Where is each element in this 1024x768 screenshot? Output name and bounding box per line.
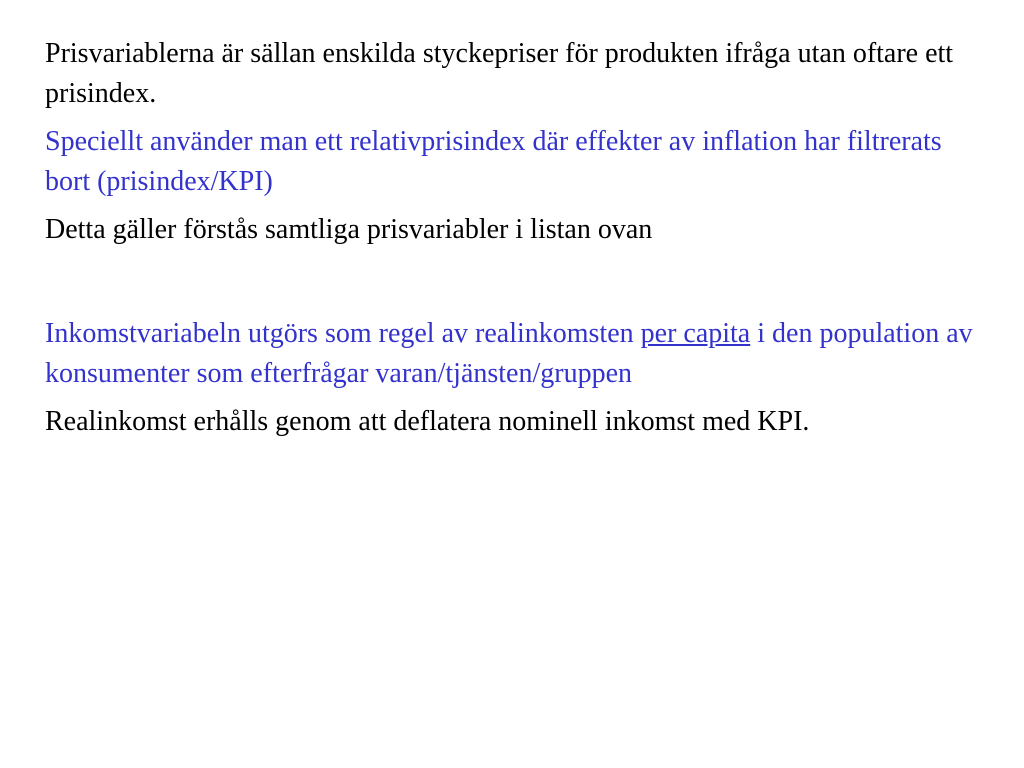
paragraph-income-variable: [45, 314, 984, 394]
per-capita-underlined: per capita: [640, 318, 751, 349]
spacer: [45, 258, 984, 314]
income-text-after: i den population av konsumenter som efterfrågar varan/tjänsten/gruppen: [45, 318, 973, 389]
paragraph-relative-price-index: Speciellt använder man ett relativprisindex där effekter av inflation har filtrerats bort (prisindex/KPI): [45, 126, 942, 197]
paragraph-real-income: Realinkomst erhålls genom att deflatera nominell inkomst med KPI.: [45, 406, 810, 437]
income-text-before: Inkomstvariabeln utgörs som regel av realinkomsten: [45, 318, 641, 349]
paragraph-price-variables: Prisvariablerna är sällan enskilda styckepriser för produkten ifråga utan oftare ett prisindex.: [45, 38, 954, 109]
paragraph-applies-to-list: Detta gäller förstås samtliga prisvariabler i listan ovan: [45, 214, 653, 245]
